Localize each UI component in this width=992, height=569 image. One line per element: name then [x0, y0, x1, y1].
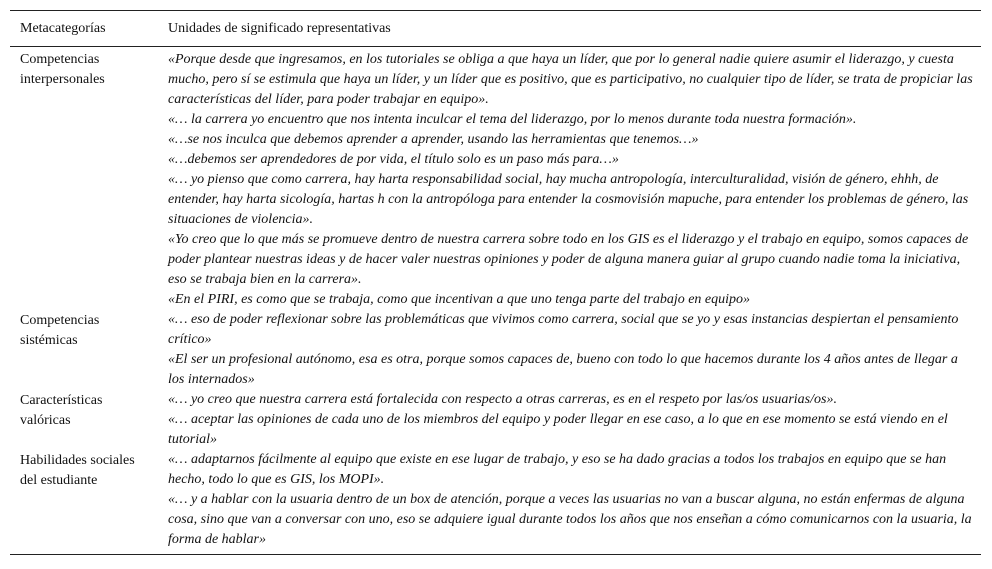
quote: «… eso de poder reflexionar sobre las problemáticas que vivimos como carrera, social que se yo y esas instancias despiertan el pensamiento crítico»: [168, 312, 959, 347]
header-unidades: Unidades de significado representativas: [158, 11, 981, 47]
table-row: [10, 310, 981, 390]
category-cell: Habilidades sociales del estudiante: [10, 450, 158, 555]
metacategories-table: [10, 10, 981, 555]
quote: «… yo pienso que como carrera, hay harta responsabilidad social, hay mucha antropología, interculturalidad, visión de género, ehhh, de entender, hay harta sicología, hartas h con la antropóloga para entender la cosmovisión mapuche, para entender los problemas de género, las situaciones de violencia».: [168, 172, 969, 227]
category-cell: Competencias sistémicas: [20, 313, 100, 348]
quote: «… adaptarnos fácilmente al equipo que existe en ese lugar de trabajo, y eso se ha dado gracias a todos los trabajos en equipo que se han hecho, todo lo que es GIS, los MOPI».: [168, 452, 947, 487]
quote: «En el PIRI, es como que se trabaja, como que incentivan a que uno tenga parte del trabajo en equipo»: [168, 292, 751, 307]
table-row: [10, 390, 981, 450]
metacategories-table-container: [10, 10, 981, 555]
quote: «… aceptar las opiniones de cada uno de los miembros del equipo y poder llegar en ese caso, a lo que en ese momento se está viendo en el tutorial»: [168, 412, 948, 447]
table-header-row: [10, 11, 981, 47]
quotes-cell: [158, 450, 981, 555]
quote: «… yo creo que nuestra carrera está fortalecida con respecto a otras carreras, es en el respeto por las/os usuarias/os».: [168, 392, 837, 407]
quote: «El ser un profesional autónomo, esa es otra, porque somos capaces de, bueno con todo lo que hacemos durante los 4 años antes de llegar a los internados»: [168, 352, 958, 387]
quote: «Porque desde que ingresamos, en los tutoriales se obliga a que haya un líder, que por lo general nadie quiere asumir el liderazgo, y cuesta mucho, pero sí se estimula que haya un líder, y un líder que es positivo, que es participativo, no cualquier tipo de líder, se trata de propiciar las características del líder, para poder trabajar en equipo».: [168, 52, 973, 107]
quotes-cell: [158, 310, 981, 390]
quote: «Yo creo que lo que más se promueve dentro de nuestra carrera sobre todo en los GIS es el liderazgo y el trabajo en equipo, somos capaces de poder plantear nuestras ideas y de hacer valer nuestras opiniones y poder de alguna manera guiar al grupo cuando nadie toma la iniciativa, eso se trabaja bien en la carrera».: [168, 232, 969, 287]
table-row: [10, 450, 981, 555]
quote: «… y a hablar con la usuaria dentro de un box de atención, porque a veces las usuarias no van a buscar alguna, no están enfermas de alguna cosa, sino que van a conversar con uno, eso se adquiere igual durante todos los años que nos enseñan a cómo comunicarnos con la usuaria, la forma de hablar»: [168, 492, 972, 547]
category-cell: Competencias interpersonales: [20, 52, 105, 87]
quote: «…debemos ser aprendedores de por vida, el título solo es un paso más para…»: [168, 152, 619, 167]
category-cell: Características valóricas: [20, 393, 103, 428]
quotes-cell: [158, 390, 981, 450]
header-metacategorias: Metacategorías: [10, 11, 158, 47]
quote: «… la carrera yo encuentro que nos intenta inculcar el tema del liderazgo, por lo menos durante toda nuestra formación».: [168, 112, 857, 127]
quotes-cell: [158, 47, 981, 311]
table-row: [10, 47, 981, 311]
quote: «…se nos inculca que debemos aprender a aprender, usando las herramientas que tenemos…»: [168, 132, 699, 147]
